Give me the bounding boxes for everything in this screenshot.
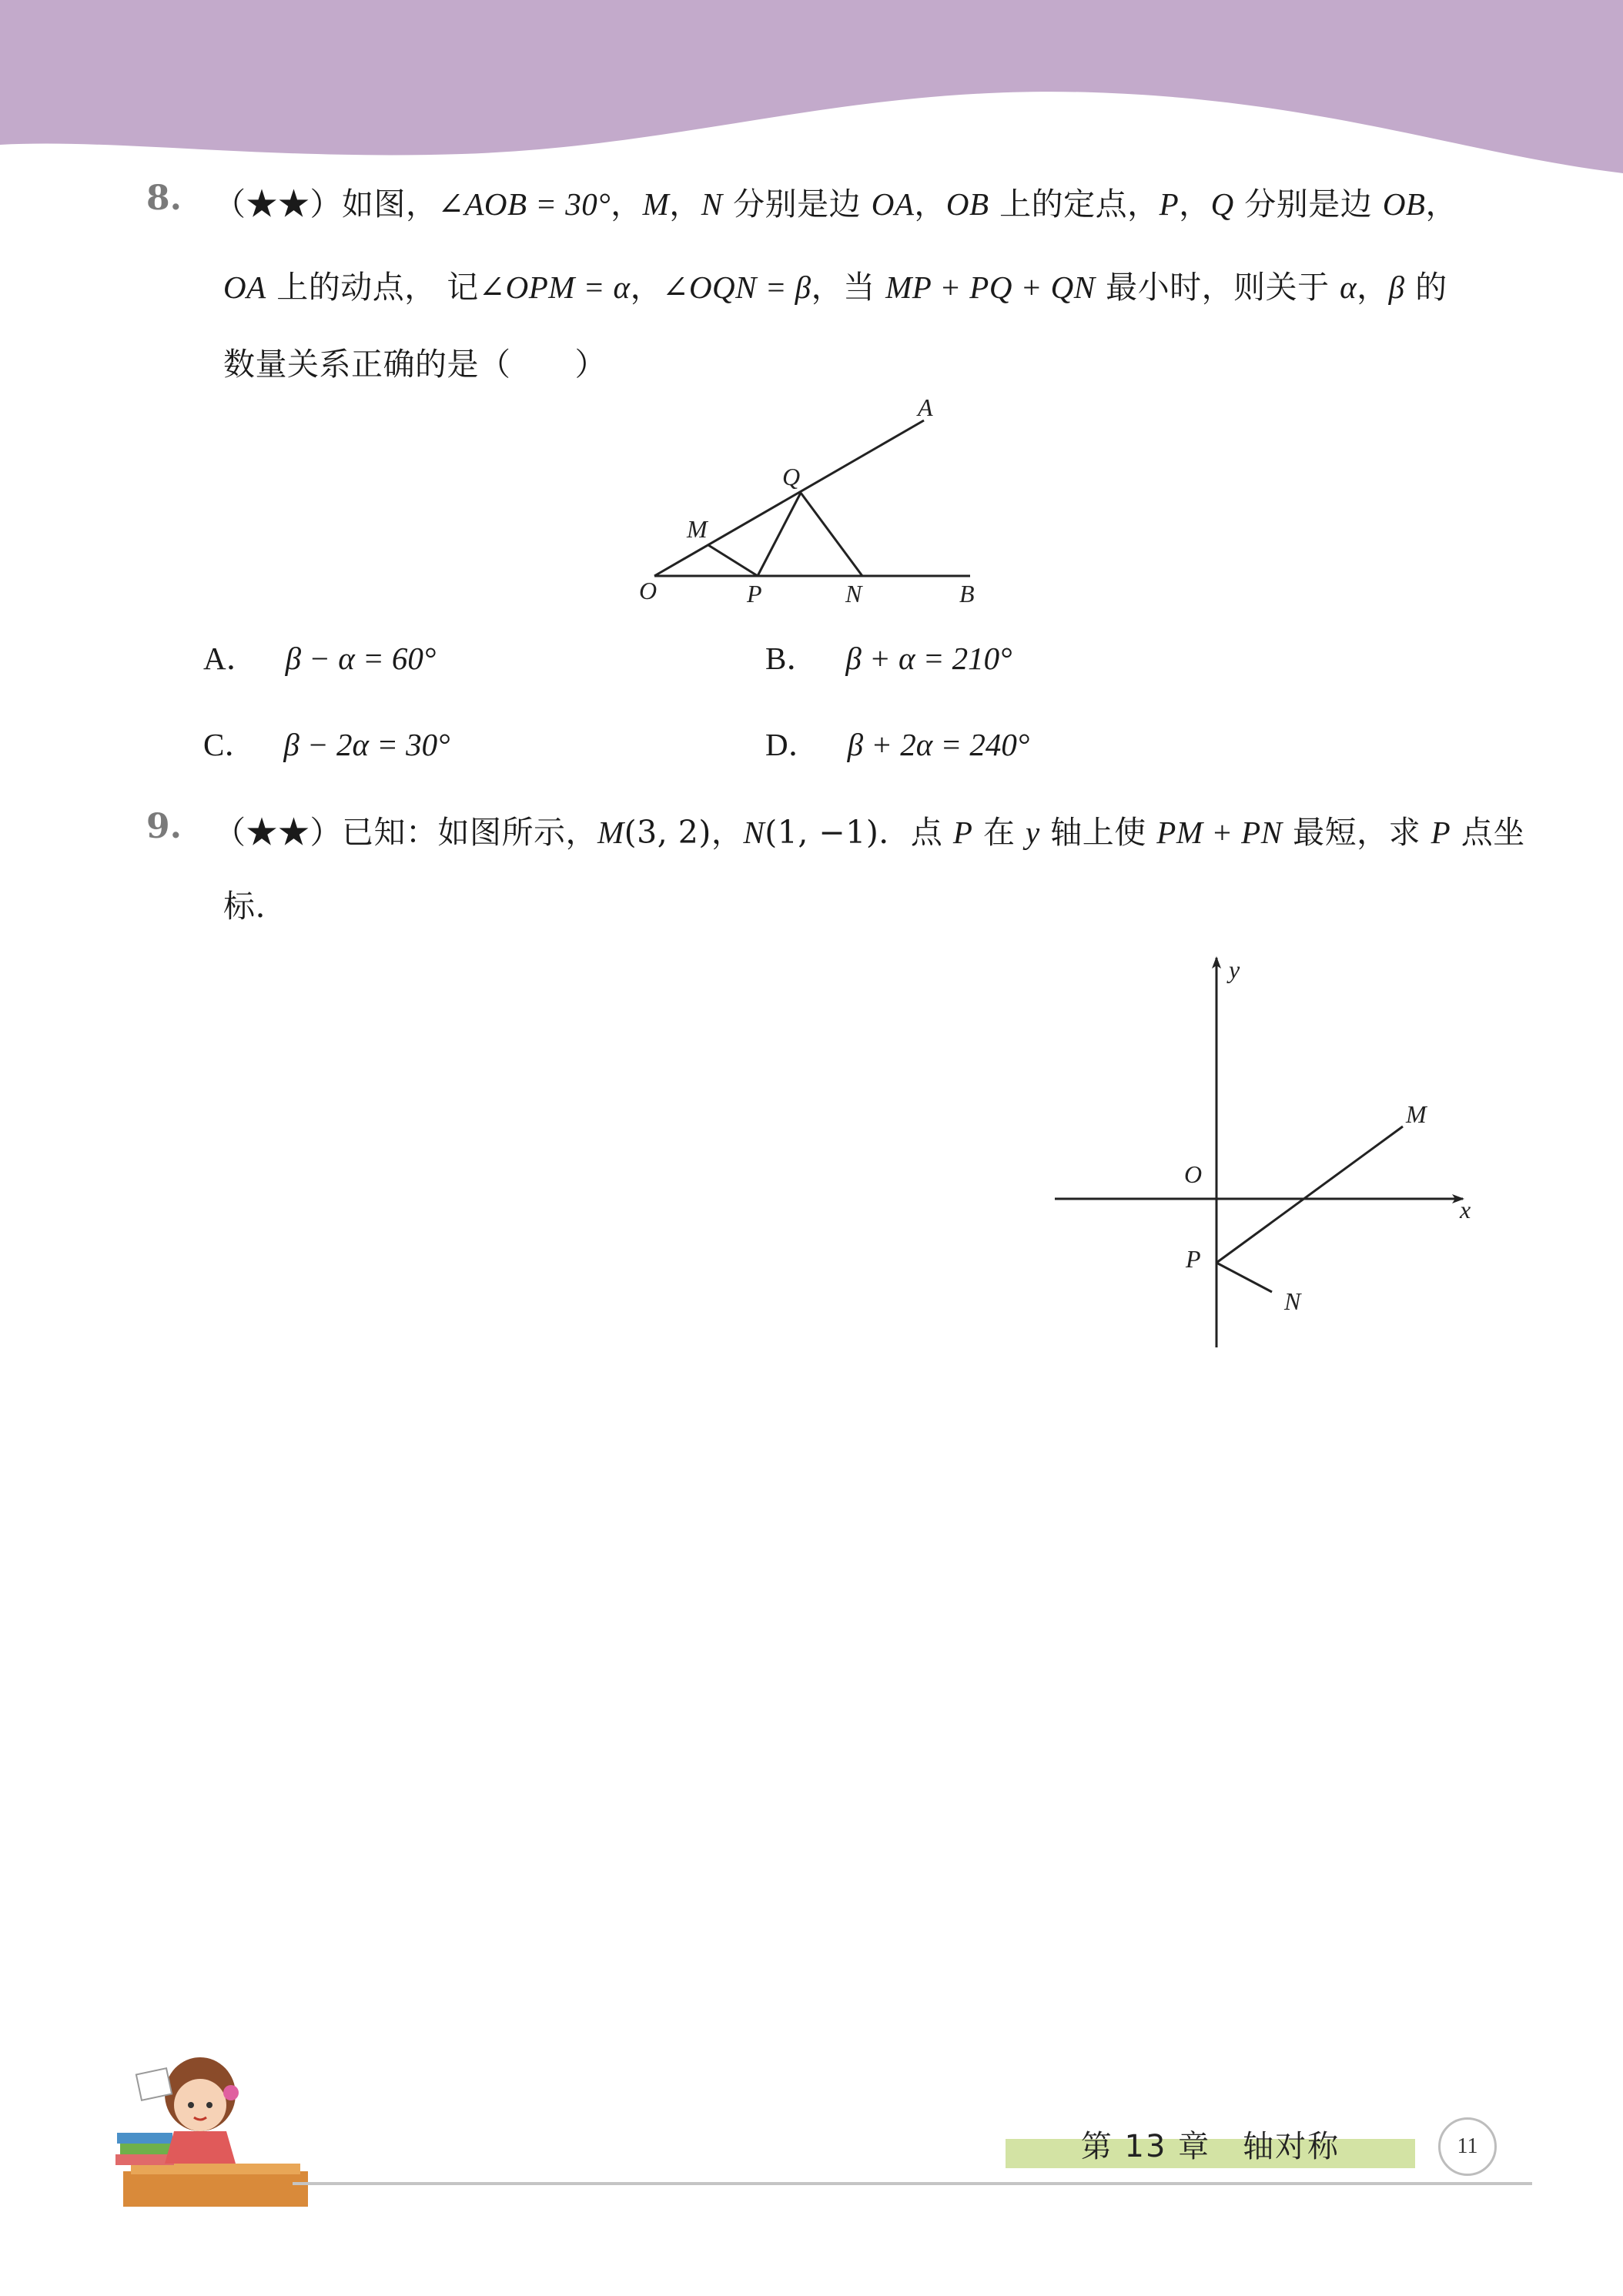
option-c: C． β − 2α = 30° xyxy=(203,727,450,762)
label-b: B xyxy=(959,580,975,607)
ray-oa xyxy=(654,420,924,576)
label-n: N xyxy=(845,580,862,607)
label-o: O xyxy=(1184,1160,1203,1188)
option-a: A． β − α = 60° xyxy=(203,641,437,676)
label-q: Q xyxy=(782,463,801,490)
option-d: D． β + 2α = 240° xyxy=(765,727,1030,762)
q8-line-3: 数量关系正确的是（ ） xyxy=(223,346,607,383)
option-b: B． β + α = 210° xyxy=(765,641,1012,676)
label-o: O xyxy=(639,577,658,604)
q9-line-1: （★★）已知：如图所示，M(3, 2)，N(1, −1)．点 P 在 y 轴上使 PM + PN 最短，求 P 点坐 xyxy=(214,814,1525,851)
q9-line-2: 标. xyxy=(223,888,266,925)
footer-rule xyxy=(293,2182,1532,2185)
segment-mp xyxy=(708,545,758,576)
question-number-9: 9. xyxy=(146,807,182,846)
q8-stars: （★★） xyxy=(214,186,342,223)
q8-figure xyxy=(631,385,993,616)
question-number-8: 8. xyxy=(146,179,182,218)
page-number: 11 xyxy=(1438,2117,1497,2176)
label-n: N xyxy=(1284,1287,1301,1315)
label-p: P xyxy=(1186,1245,1201,1273)
label-a: A xyxy=(918,393,933,421)
header-wave-banner xyxy=(0,0,1623,177)
label-m: M xyxy=(687,515,708,543)
q8-line-1: （★★）如图，∠AOB = 30°，M，N 分别是边 OA，OB 上的定点，P，Q 分别是边 OB， xyxy=(214,186,1457,223)
segment-pm xyxy=(1216,1126,1403,1263)
q9-stars: （★★） xyxy=(214,814,342,851)
q8-line-2: OA 上的动点， 记∠OPM = α，∠OQN = β，当 MP + PQ + QN 最小时，则关于 α，β 的 xyxy=(223,269,1447,306)
student-mascot-illustration xyxy=(108,2048,323,2217)
label-p: P xyxy=(747,580,762,607)
footer-chapter-title: 第 13 章 轴对称 xyxy=(1080,2129,1340,2164)
label-y: y xyxy=(1229,956,1240,983)
label-m: M xyxy=(1406,1100,1427,1128)
segment-qn xyxy=(801,493,862,576)
q9-figure xyxy=(1047,947,1478,1355)
label-x: x xyxy=(1460,1196,1471,1223)
segment-pn xyxy=(1216,1263,1272,1292)
